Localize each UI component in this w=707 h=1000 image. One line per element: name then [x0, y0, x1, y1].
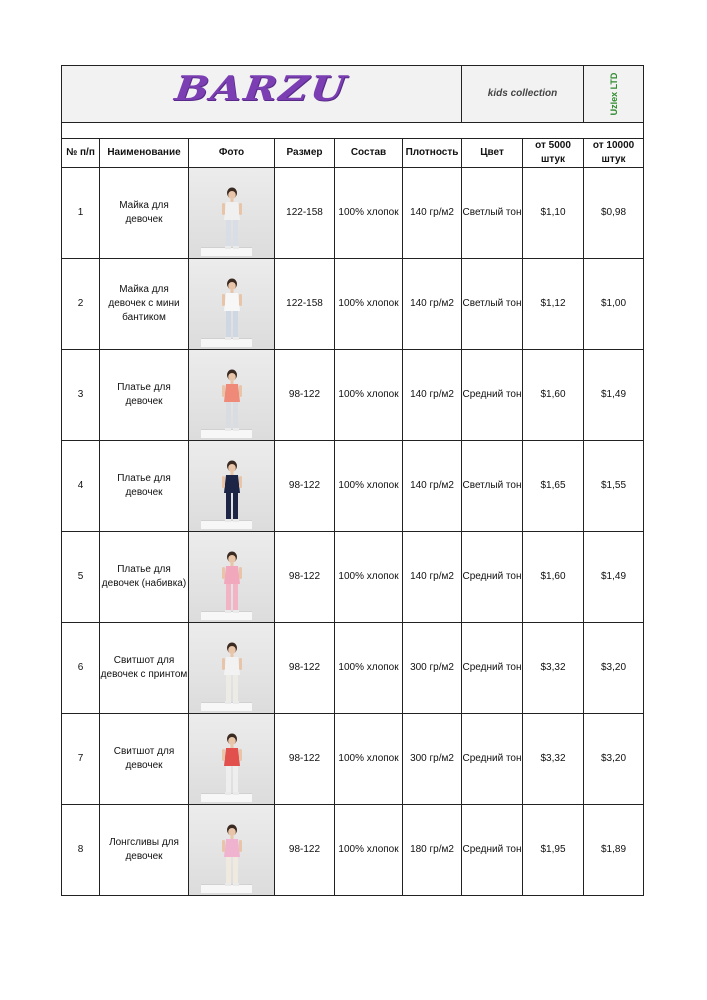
spacer-row	[62, 123, 644, 139]
product-color: Светлый тон	[462, 259, 523, 350]
product-name: Платье для девочек	[100, 441, 189, 532]
product-composition: 100% хлопок	[335, 805, 403, 896]
product-photo	[189, 350, 275, 441]
product-photo	[189, 441, 275, 532]
model-figure	[219, 459, 245, 525]
row-number: 3	[62, 350, 100, 441]
product-density: 300 гр/м2	[403, 714, 462, 805]
product-size: 98-122	[275, 714, 335, 805]
row-number: 8	[62, 805, 100, 896]
price-10000: $1,49	[584, 350, 644, 441]
table-row	[62, 259, 644, 350]
product-size: 98-122	[275, 532, 335, 623]
product-size: 122-158	[275, 259, 335, 350]
product-photo	[189, 714, 275, 805]
table-row	[62, 350, 644, 441]
column-header-name: Наименование	[100, 139, 189, 168]
product-name: Свитшот для девочек	[100, 714, 189, 805]
product-density: 180 гр/м2	[403, 805, 462, 896]
table-row	[62, 168, 644, 259]
column-header-photo: Фото	[189, 139, 275, 168]
price-5000: $1,60	[523, 532, 584, 623]
model-figure	[219, 550, 245, 616]
company-cell	[584, 66, 644, 123]
model-figure	[219, 732, 245, 798]
table-row	[62, 532, 644, 623]
model-figure	[219, 186, 245, 252]
product-composition: 100% хлопок	[335, 623, 403, 714]
product-density: 140 гр/м2	[403, 441, 462, 532]
model-figure	[219, 823, 245, 889]
row-number: 5	[62, 532, 100, 623]
price-10000: $3,20	[584, 714, 644, 805]
brand-logo-text: BARZU	[173, 68, 351, 109]
price-5000: $1,10	[523, 168, 584, 259]
product-name: Лонгсливы для девочек	[100, 805, 189, 896]
product-size: 98-122	[275, 350, 335, 441]
product-name: Майка для девочек с мини бантиком	[100, 259, 189, 350]
price-10000: $0,98	[584, 168, 644, 259]
row-number: 1	[62, 168, 100, 259]
product-name: Майка для девочек	[100, 168, 189, 259]
product-color: Средний тон	[462, 623, 523, 714]
row-number: 2	[62, 259, 100, 350]
table-row	[62, 441, 644, 532]
column-header-color: Цвет	[462, 139, 523, 168]
product-size: 98-122	[275, 441, 335, 532]
column-header-price-10000: от 10000 штук	[584, 139, 644, 168]
product-color: Средний тон	[462, 350, 523, 441]
product-composition: 100% хлопок	[335, 259, 403, 350]
price-sheet	[61, 65, 643, 896]
brand-logo	[62, 66, 462, 123]
table-row	[62, 805, 644, 896]
column-header-price-5000: от 5000 штук	[523, 139, 584, 168]
product-density: 140 гр/м2	[403, 532, 462, 623]
table-row	[62, 623, 644, 714]
product-composition: 100% хлопок	[335, 168, 403, 259]
product-composition: 100% хлопок	[335, 441, 403, 532]
price-5000: $1,95	[523, 805, 584, 896]
table-body	[62, 168, 644, 896]
product-name: Платье для девочек (набивка)	[100, 532, 189, 623]
product-size: 122-158	[275, 168, 335, 259]
row-number: 6	[62, 623, 100, 714]
product-photo	[189, 623, 275, 714]
product-composition: 100% хлопок	[335, 714, 403, 805]
model-figure	[219, 641, 245, 707]
price-10000: $3,20	[584, 623, 644, 714]
product-size: 98-122	[275, 623, 335, 714]
model-figure	[219, 368, 245, 434]
product-composition: 100% хлопок	[335, 350, 403, 441]
product-composition: 100% хлопок	[335, 532, 403, 623]
product-photo	[189, 259, 275, 350]
product-photo	[189, 532, 275, 623]
model-figure	[219, 277, 245, 343]
column-header-composition: Состав	[335, 139, 403, 168]
price-10000: $1,49	[584, 532, 644, 623]
product-name: Платье для девочек	[100, 350, 189, 441]
row-number: 7	[62, 714, 100, 805]
product-density: 140 гр/м2	[403, 168, 462, 259]
product-photo	[189, 805, 275, 896]
price-10000: $1,55	[584, 441, 644, 532]
product-color: Светлый тон	[462, 168, 523, 259]
product-photo	[189, 168, 275, 259]
table-row	[62, 714, 644, 805]
product-density: 140 гр/м2	[403, 350, 462, 441]
column-header-row	[62, 139, 644, 168]
product-size: 98-122	[275, 805, 335, 896]
price-5000: $1,65	[523, 441, 584, 532]
product-color: Светлый тон	[462, 441, 523, 532]
catalog-table	[61, 65, 644, 896]
product-name: Свитшот для девочек с принтом	[100, 623, 189, 714]
product-color: Средний тон	[462, 714, 523, 805]
product-color: Средний тон	[462, 805, 523, 896]
product-color: Средний тон	[462, 532, 523, 623]
price-5000: $3,32	[523, 623, 584, 714]
price-10000: $1,89	[584, 805, 644, 896]
product-density: 300 гр/м2	[403, 623, 462, 714]
price-5000: $1,12	[523, 259, 584, 350]
column-header-density: Плотность	[403, 139, 462, 168]
price-5000: $3,32	[523, 714, 584, 805]
collection-title: kids collection	[462, 66, 584, 123]
column-header-size: Размер	[275, 139, 335, 168]
company-name: Uzlex LTD	[608, 72, 619, 116]
price-5000: $1,60	[523, 350, 584, 441]
row-number: 4	[62, 441, 100, 532]
header-row	[62, 66, 644, 123]
price-10000: $1,00	[584, 259, 644, 350]
product-density: 140 гр/м2	[403, 259, 462, 350]
column-header-no: № п/п	[62, 139, 100, 168]
